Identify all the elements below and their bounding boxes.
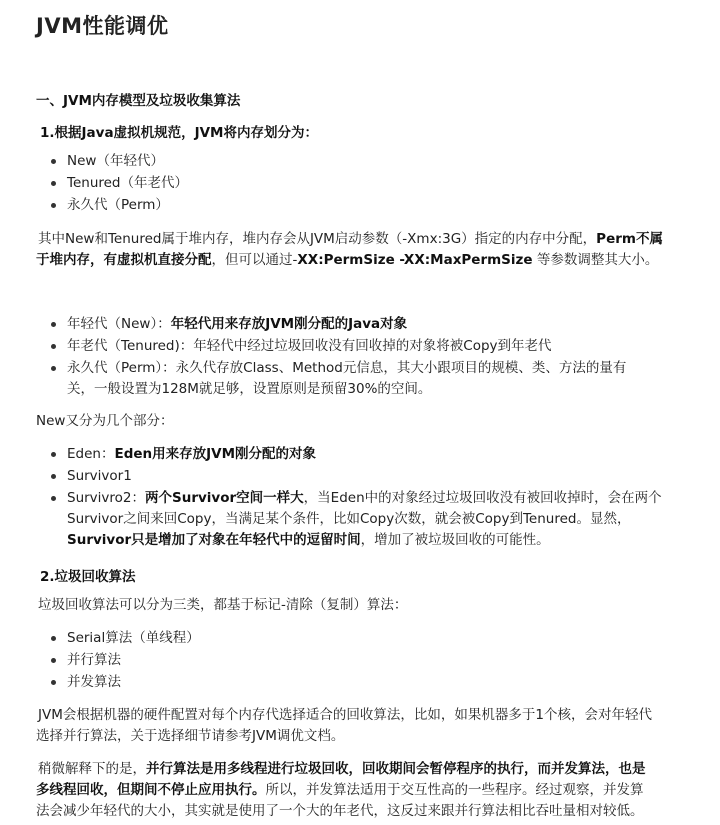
list-item: Tenured（年老代） xyxy=(67,175,188,191)
paragraph-line: JVM会根据机器的硬件配置对每个内存代选择适合的回收算法，比如，如果机器多于1个核，会对年轻代 xyxy=(38,707,652,723)
list-item: 年老代（Tenured)：年轻代中经过垃圾回收没有回收掉的对象将被Copy到年老代 xyxy=(67,338,552,354)
bold-text: Perm不属 xyxy=(596,231,663,247)
paragraph-line: New又分为几个部分： xyxy=(36,413,174,429)
section1-subheading xyxy=(40,121,318,141)
bold-text: 于堆内存，有虚拟机直接分配 xyxy=(36,252,212,268)
list-item-continuation: Survivor之间来回Copy，当满足某个条件，比如Copy次数，就会被Copy到Tenured。显然， xyxy=(67,511,631,527)
text: 等参数调整其大小。 xyxy=(536,252,659,268)
bold-text: 年轻代用来存放JVM刚分配的Java对象 xyxy=(170,316,408,332)
list-item: Survivor1 xyxy=(67,468,132,484)
paragraph-line: 选择并行算法，关于选择细节请参考JVM调优文档。 xyxy=(36,728,345,744)
bold-text: Survivor只是增加了对象在年轻代中的逗留时间 xyxy=(67,532,361,548)
text: 所以，并发算法适用于交互性高的一些程序。经过观察，并发算 xyxy=(265,782,644,798)
bullet-icon xyxy=(51,344,56,349)
subheading-bold: JVM将内存划分为： xyxy=(194,125,318,141)
text: Eden： xyxy=(67,446,115,462)
list-item xyxy=(67,488,662,509)
list-item-continuation xyxy=(67,530,550,551)
list-item: New（年轻代） xyxy=(67,153,164,169)
bullet-icon xyxy=(51,636,56,641)
paragraph-line xyxy=(36,250,658,271)
list-item-continuation: 关，一般设置为128M就足够，设置原则是预留30%的空间。 xyxy=(67,381,432,397)
text: Survivro2： xyxy=(67,490,146,506)
bullet-icon xyxy=(51,474,56,479)
text: ，但可以通过- xyxy=(211,252,298,268)
paragraph-line xyxy=(38,759,646,780)
section2-heading: 2.垃圾回收算法 xyxy=(40,569,136,585)
text: ，增加了被垃圾回收的可能性。 xyxy=(360,532,550,548)
bullet-icon xyxy=(51,322,56,327)
bold-text: 多线程回收，但期间不停止应用执行。 xyxy=(36,782,266,798)
bullet-icon xyxy=(51,181,56,186)
list-item: 并行算法 xyxy=(67,652,121,668)
bullet-icon xyxy=(51,452,56,457)
section1-heading: 一、JVM内存模型及垃圾收集算法 xyxy=(36,93,241,109)
paragraph-line: 法会减少年轻代的大小，其实就是使用了一个大的年老代，这反过来跟并行算法相比吞吐量相对较低。 xyxy=(36,803,644,819)
paragraph-line: 垃圾回收算法可以分为三类，都基于标记-清除（复制）算法： xyxy=(38,597,408,613)
list-item xyxy=(67,444,316,465)
text: ，当Eden中的对象经过垃圾回收没有被回收掉时，会在两个 xyxy=(303,490,662,506)
paragraph-line xyxy=(38,229,663,250)
paragraph-line xyxy=(36,780,644,801)
list-item: 并发算法 xyxy=(67,674,121,690)
bold-text: XX:PermSize -XX:MaxPermSize xyxy=(297,252,533,268)
bullet-icon xyxy=(51,658,56,663)
bullet-icon xyxy=(51,159,56,164)
text: 年轻代（New）： xyxy=(67,316,171,332)
list-item: Serial算法（单线程） xyxy=(67,630,200,646)
text: 其中New和Tenured属于堆内存，堆内存会从JVM启动参数（-Xmx:3G）指定的内存中分配， xyxy=(38,231,597,247)
bullet-icon xyxy=(51,496,56,501)
text: 稍微解释下的是， xyxy=(38,761,146,777)
subheading-prefix: 1.根据Java虚拟机规范， xyxy=(40,125,195,141)
list-item xyxy=(67,314,407,335)
page-title: JVM性能调优 xyxy=(36,14,169,38)
list-item: 永久代（Perm）：永久代存放Class、Method元信息，其大小跟项目的规模、类、方法的量有 xyxy=(67,360,627,376)
bold-text: 并行算法是用多线程进行垃圾回收，回收期间会暂停程序的执行，而并发算法，也是 xyxy=(146,761,646,777)
bold-text: 两个Survivor空间一样大 xyxy=(145,490,304,506)
bullet-icon xyxy=(51,366,56,371)
bullet-icon xyxy=(51,203,56,208)
list-item: 永久代（Perm） xyxy=(67,197,169,213)
bold-text: Eden用来存放JVM刚分配的对象 xyxy=(114,446,317,462)
bullet-icon xyxy=(51,680,56,685)
